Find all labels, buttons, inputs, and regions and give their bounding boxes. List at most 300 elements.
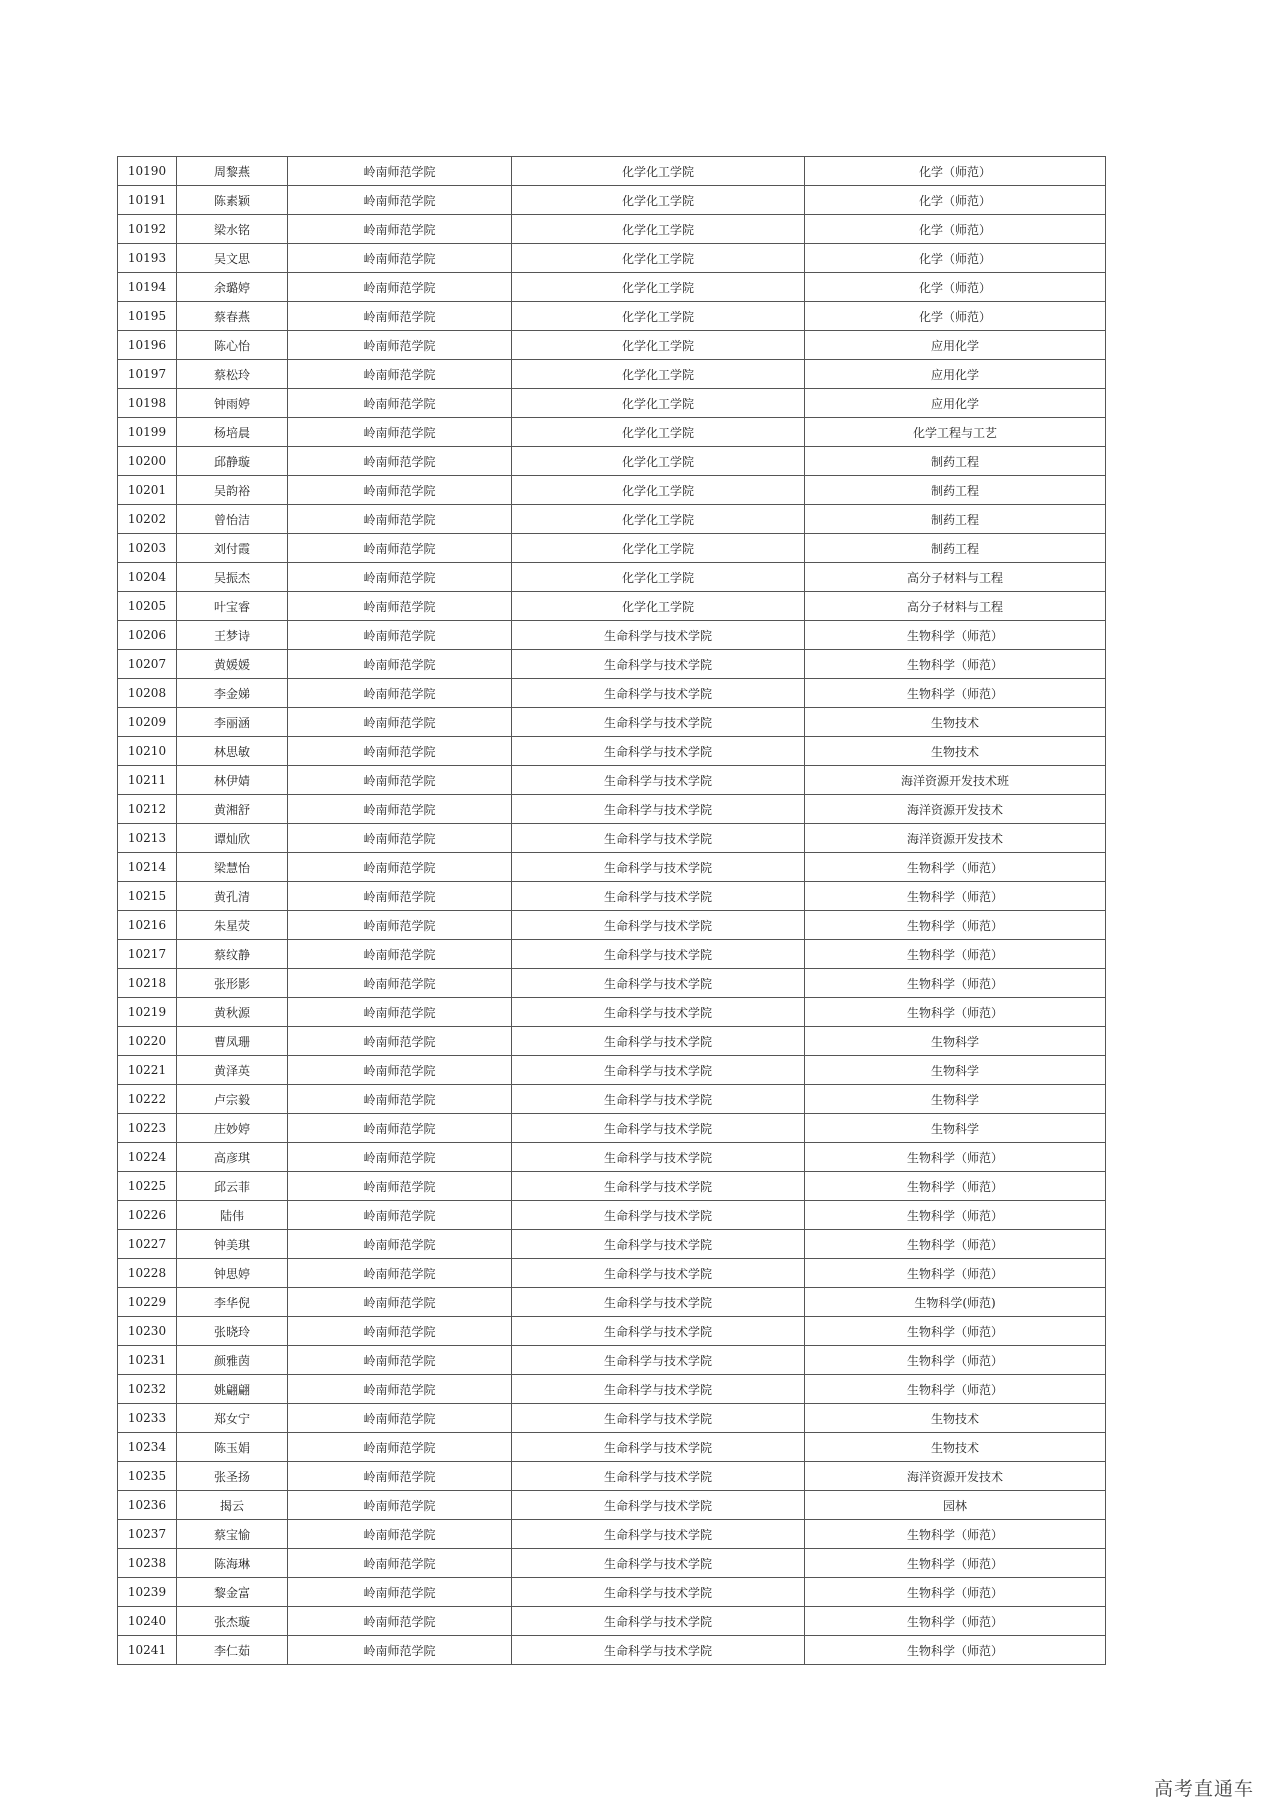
- cell-college: 生命科学与技术学院: [512, 998, 805, 1027]
- cell-id: 10197: [118, 360, 177, 389]
- cell-major: 生物科学（师范）: [805, 621, 1106, 650]
- cell-id: 10207: [118, 650, 177, 679]
- table-row: [118, 940, 1106, 969]
- table-row: [118, 273, 1106, 302]
- cell-id: 10203: [118, 534, 177, 563]
- cell-name: 蔡宝愉: [177, 1520, 288, 1549]
- cell-major: 生物科学: [805, 1027, 1106, 1056]
- cell-id: 10193: [118, 244, 177, 273]
- cell-name: 陈玉娟: [177, 1433, 288, 1462]
- cell-college: 生命科学与技术学院: [512, 1404, 805, 1433]
- cell-major: 生物科学（师范）: [805, 853, 1106, 882]
- cell-name: 杨培晨: [177, 418, 288, 447]
- table-row: [118, 215, 1106, 244]
- cell-college: 生命科学与技术学院: [512, 621, 805, 650]
- cell-id: 10228: [118, 1259, 177, 1288]
- cell-school: 岭南师范学院: [288, 969, 512, 998]
- cell-school: 岭南师范学院: [288, 1114, 512, 1143]
- cell-id: 10222: [118, 1085, 177, 1114]
- cell-school: 岭南师范学院: [288, 157, 512, 186]
- cell-major: 生物科学（师范）: [805, 1143, 1106, 1172]
- cell-id: 10190: [118, 157, 177, 186]
- table-row: [118, 1433, 1106, 1462]
- cell-college: 化学化工学院: [512, 389, 805, 418]
- table-row: [118, 186, 1106, 215]
- cell-major: 生物科学（师范）: [805, 1346, 1106, 1375]
- cell-id: 10205: [118, 592, 177, 621]
- cell-id: 10195: [118, 302, 177, 331]
- cell-id: 10211: [118, 766, 177, 795]
- cell-college: 生命科学与技术学院: [512, 882, 805, 911]
- cell-school: 岭南师范学院: [288, 1346, 512, 1375]
- cell-id: 10220: [118, 1027, 177, 1056]
- cell-school: 岭南师范学院: [288, 737, 512, 766]
- table-row: [118, 882, 1106, 911]
- cell-school: 岭南师范学院: [288, 186, 512, 215]
- table-row: [118, 563, 1106, 592]
- table-row: [118, 1404, 1106, 1433]
- cell-college: 化学化工学院: [512, 563, 805, 592]
- cell-name: 余璐婷: [177, 273, 288, 302]
- cell-id: 10234: [118, 1433, 177, 1462]
- table-row: [118, 476, 1106, 505]
- cell-name: 揭云: [177, 1491, 288, 1520]
- cell-name: 周黎燕: [177, 157, 288, 186]
- table-row: [118, 650, 1106, 679]
- cell-name: 梁慧怡: [177, 853, 288, 882]
- cell-school: 岭南师范学院: [288, 679, 512, 708]
- table-row: [118, 331, 1106, 360]
- student-list-table: [117, 156, 1106, 1665]
- cell-college: 生命科学与技术学院: [512, 1201, 805, 1230]
- cell-major: 生物科学: [805, 1085, 1106, 1114]
- cell-major: 海洋资源开发技术: [805, 1462, 1106, 1491]
- cell-id: 10204: [118, 563, 177, 592]
- cell-college: 化学化工学院: [512, 534, 805, 563]
- cell-school: 岭南师范学院: [288, 1491, 512, 1520]
- cell-college: 生命科学与技术学院: [512, 1288, 805, 1317]
- cell-name: 邱静璇: [177, 447, 288, 476]
- cell-name: 李仁茹: [177, 1636, 288, 1665]
- cell-school: 岭南师范学院: [288, 447, 512, 476]
- cell-id: 10227: [118, 1230, 177, 1259]
- cell-id: 10238: [118, 1549, 177, 1578]
- table-row: [118, 679, 1106, 708]
- table-row: [118, 1027, 1106, 1056]
- cell-major: 高分子材料与工程: [805, 592, 1106, 621]
- cell-id: 10210: [118, 737, 177, 766]
- table-row: [118, 447, 1106, 476]
- cell-major: 海洋资源开发技术: [805, 795, 1106, 824]
- cell-id: 10196: [118, 331, 177, 360]
- cell-college: 化学化工学院: [512, 186, 805, 215]
- cell-name: 朱星荧: [177, 911, 288, 940]
- cell-id: 10224: [118, 1143, 177, 1172]
- table-row: [118, 157, 1106, 186]
- table-row: [118, 1491, 1106, 1520]
- cell-school: 岭南师范学院: [288, 1027, 512, 1056]
- table-row: [118, 1549, 1106, 1578]
- cell-major: 生物科学（师范）: [805, 1317, 1106, 1346]
- cell-school: 岭南师范学院: [288, 1433, 512, 1462]
- cell-college: 生命科学与技术学院: [512, 795, 805, 824]
- cell-name: 庄妙婷: [177, 1114, 288, 1143]
- cell-college: 生命科学与技术学院: [512, 1027, 805, 1056]
- cell-name: 蔡春燕: [177, 302, 288, 331]
- table-row: [118, 389, 1106, 418]
- cell-college: 生命科学与技术学院: [512, 911, 805, 940]
- cell-id: 10198: [118, 389, 177, 418]
- cell-id: 10202: [118, 505, 177, 534]
- cell-college: 生命科学与技术学院: [512, 708, 805, 737]
- cell-major: 生物科学（师范）: [805, 940, 1106, 969]
- cell-school: 岭南师范学院: [288, 1172, 512, 1201]
- cell-name: 颜雅茵: [177, 1346, 288, 1375]
- cell-major: 生物技术: [805, 708, 1106, 737]
- cell-college: 化学化工学院: [512, 505, 805, 534]
- cell-college: 生命科学与技术学院: [512, 824, 805, 853]
- cell-school: 岭南师范学院: [288, 766, 512, 795]
- cell-name: 钟雨婷: [177, 389, 288, 418]
- cell-major: 生物科学: [805, 1056, 1106, 1085]
- cell-school: 岭南师范学院: [288, 795, 512, 824]
- cell-id: 10236: [118, 1491, 177, 1520]
- cell-school: 岭南师范学院: [288, 1085, 512, 1114]
- cell-school: 岭南师范学院: [288, 911, 512, 940]
- cell-college: 生命科学与技术学院: [512, 1114, 805, 1143]
- cell-school: 岭南师范学院: [288, 1317, 512, 1346]
- cell-id: 10208: [118, 679, 177, 708]
- table-row: [118, 998, 1106, 1027]
- table-row: [118, 1375, 1106, 1404]
- cell-major: 化学（师范）: [805, 273, 1106, 302]
- cell-major: 生物科学（师范）: [805, 969, 1106, 998]
- table-row: [118, 1230, 1106, 1259]
- cell-college: 生命科学与技术学院: [512, 1375, 805, 1404]
- cell-name: 陈素颖: [177, 186, 288, 215]
- table-row: [118, 708, 1106, 737]
- cell-id: 10240: [118, 1607, 177, 1636]
- cell-major: 海洋资源开发技术: [805, 824, 1106, 853]
- cell-id: 10225: [118, 1172, 177, 1201]
- cell-major: 高分子材料与工程: [805, 563, 1106, 592]
- cell-major: 化学工程与工艺: [805, 418, 1106, 447]
- cell-college: 化学化工学院: [512, 215, 805, 244]
- cell-name: 吴振杰: [177, 563, 288, 592]
- cell-major: 生物科学（师范）: [805, 1549, 1106, 1578]
- table-row: [118, 1056, 1106, 1085]
- cell-college: 化学化工学院: [512, 157, 805, 186]
- cell-id: 10192: [118, 215, 177, 244]
- cell-id: 10230: [118, 1317, 177, 1346]
- cell-school: 岭南师范学院: [288, 215, 512, 244]
- cell-college: 生命科学与技术学院: [512, 1056, 805, 1085]
- table-row: [118, 621, 1106, 650]
- cell-college: 生命科学与技术学院: [512, 1143, 805, 1172]
- cell-name: 黄泽英: [177, 1056, 288, 1085]
- cell-school: 岭南师范学院: [288, 244, 512, 273]
- cell-college: 生命科学与技术学院: [512, 650, 805, 679]
- cell-major: 生物技术: [805, 1404, 1106, 1433]
- cell-name: 梁水铭: [177, 215, 288, 244]
- cell-school: 岭南师范学院: [288, 273, 512, 302]
- cell-college: 生命科学与技术学院: [512, 1578, 805, 1607]
- cell-school: 岭南师范学院: [288, 998, 512, 1027]
- cell-id: 10213: [118, 824, 177, 853]
- table-row: [118, 244, 1106, 273]
- table-row: [118, 795, 1106, 824]
- cell-school: 岭南师范学院: [288, 1201, 512, 1230]
- cell-college: 化学化工学院: [512, 244, 805, 273]
- cell-school: 岭南师范学院: [288, 621, 512, 650]
- table-row: [118, 302, 1106, 331]
- table-row: [118, 505, 1106, 534]
- cell-name: 黄媛媛: [177, 650, 288, 679]
- cell-major: 生物科学（师范）: [805, 911, 1106, 940]
- cell-college: 生命科学与技术学院: [512, 1085, 805, 1114]
- cell-college: 生命科学与技术学院: [512, 1491, 805, 1520]
- cell-school: 岭南师范学院: [288, 1607, 512, 1636]
- cell-major: 生物科学（师范）: [805, 1636, 1106, 1665]
- cell-major: 化学（师范）: [805, 215, 1106, 244]
- cell-school: 岭南师范学院: [288, 1578, 512, 1607]
- cell-college: 生命科学与技术学院: [512, 1520, 805, 1549]
- cell-id: 10218: [118, 969, 177, 998]
- cell-school: 岭南师范学院: [288, 1259, 512, 1288]
- cell-school: 岭南师范学院: [288, 505, 512, 534]
- cell-college: 化学化工学院: [512, 447, 805, 476]
- cell-major: 生物科学（师范）: [805, 1230, 1106, 1259]
- cell-id: 10239: [118, 1578, 177, 1607]
- cell-school: 岭南师范学院: [288, 1462, 512, 1491]
- cell-major: 制药工程: [805, 505, 1106, 534]
- cell-major: 化学（师范）: [805, 244, 1106, 273]
- cell-college: 生命科学与技术学院: [512, 679, 805, 708]
- cell-major: 生物科学（师范）: [805, 650, 1106, 679]
- table-row: [118, 737, 1106, 766]
- cell-id: 10191: [118, 186, 177, 215]
- table-row: [118, 1114, 1106, 1143]
- cell-school: 岭南师范学院: [288, 418, 512, 447]
- cell-major: 生物科学（师范）: [805, 882, 1106, 911]
- cell-major: 生物科学（师范）: [805, 998, 1106, 1027]
- cell-id: 10233: [118, 1404, 177, 1433]
- cell-college: 化学化工学院: [512, 331, 805, 360]
- cell-major: 生物科学（师范）: [805, 679, 1106, 708]
- cell-name: 蔡纹静: [177, 940, 288, 969]
- cell-id: 10241: [118, 1636, 177, 1665]
- cell-major: 生物科学（师范）: [805, 1375, 1106, 1404]
- cell-college: 化学化工学院: [512, 360, 805, 389]
- cell-college: 化学化工学院: [512, 273, 805, 302]
- cell-name: 林伊婧: [177, 766, 288, 795]
- cell-college: 生命科学与技术学院: [512, 1259, 805, 1288]
- cell-id: 10223: [118, 1114, 177, 1143]
- cell-id: 10209: [118, 708, 177, 737]
- cell-major: 生物科学（师范）: [805, 1520, 1106, 1549]
- cell-name: 李华倪: [177, 1288, 288, 1317]
- cell-school: 岭南师范学院: [288, 389, 512, 418]
- table-row: [118, 592, 1106, 621]
- table-row: [118, 1520, 1106, 1549]
- cell-college: 生命科学与技术学院: [512, 1636, 805, 1665]
- cell-college: 化学化工学院: [512, 418, 805, 447]
- cell-major: 制药工程: [805, 476, 1106, 505]
- cell-name: 黄孔清: [177, 882, 288, 911]
- cell-major: 应用化学: [805, 360, 1106, 389]
- cell-name: 叶宝睿: [177, 592, 288, 621]
- cell-name: 郑女宁: [177, 1404, 288, 1433]
- cell-id: 10232: [118, 1375, 177, 1404]
- table-row: [118, 853, 1106, 882]
- watermark-text: 高考直通车: [1153, 1778, 1254, 1800]
- cell-major: 生物科学（师范）: [805, 1172, 1106, 1201]
- cell-id: 10212: [118, 795, 177, 824]
- cell-name: 姚翩翩: [177, 1375, 288, 1404]
- cell-name: 黄湘舒: [177, 795, 288, 824]
- cell-school: 岭南师范学院: [288, 940, 512, 969]
- cell-name: 卢宗毅: [177, 1085, 288, 1114]
- cell-id: 10237: [118, 1520, 177, 1549]
- cell-school: 岭南师范学院: [288, 1549, 512, 1578]
- cell-school: 岭南师范学院: [288, 1375, 512, 1404]
- cell-name: 邱云菲: [177, 1172, 288, 1201]
- cell-school: 岭南师范学院: [288, 360, 512, 389]
- cell-id: 10229: [118, 1288, 177, 1317]
- cell-major: 应用化学: [805, 389, 1106, 418]
- table-body: [118, 157, 1106, 1665]
- cell-major: 生物科学（师范）: [805, 1578, 1106, 1607]
- cell-school: 岭南师范学院: [288, 563, 512, 592]
- cell-name: 李丽涵: [177, 708, 288, 737]
- cell-id: 10200: [118, 447, 177, 476]
- cell-major: 生物科学（师范）: [805, 1607, 1106, 1636]
- cell-id: 10231: [118, 1346, 177, 1375]
- table-row: [118, 1462, 1106, 1491]
- cell-school: 岭南师范学院: [288, 708, 512, 737]
- cell-name: 陈海琳: [177, 1549, 288, 1578]
- cell-school: 岭南师范学院: [288, 592, 512, 621]
- table-row: [118, 824, 1106, 853]
- cell-school: 岭南师范学院: [288, 1404, 512, 1433]
- cell-college: 生命科学与技术学院: [512, 1346, 805, 1375]
- cell-major: 化学（师范）: [805, 302, 1106, 331]
- cell-major: 化学（师范）: [805, 157, 1106, 186]
- cell-college: 化学化工学院: [512, 302, 805, 331]
- cell-name: 钟思婷: [177, 1259, 288, 1288]
- cell-college: 生命科学与技术学院: [512, 940, 805, 969]
- table-row: [118, 1143, 1106, 1172]
- cell-school: 岭南师范学院: [288, 650, 512, 679]
- table-row: [118, 1346, 1106, 1375]
- table-row: [118, 534, 1106, 563]
- cell-name: 黄秋源: [177, 998, 288, 1027]
- table-row: [118, 360, 1106, 389]
- cell-college: 生命科学与技术学院: [512, 1317, 805, 1346]
- cell-major: 生物科学（师范）: [805, 1201, 1106, 1230]
- cell-major: 制药工程: [805, 534, 1106, 563]
- cell-college: 生命科学与技术学院: [512, 1549, 805, 1578]
- cell-major: 制药工程: [805, 447, 1106, 476]
- cell-major: 生物科学（师范）: [805, 1259, 1106, 1288]
- table-row: [118, 1085, 1106, 1114]
- cell-college: 生命科学与技术学院: [512, 1462, 805, 1491]
- cell-college: 生命科学与技术学院: [512, 766, 805, 795]
- cell-name: 谭灿欣: [177, 824, 288, 853]
- table-row: [118, 766, 1106, 795]
- table-row: [118, 1607, 1106, 1636]
- cell-school: 岭南师范学院: [288, 1056, 512, 1085]
- cell-college: 化学化工学院: [512, 476, 805, 505]
- cell-school: 岭南师范学院: [288, 1143, 512, 1172]
- cell-name: 张杰璇: [177, 1607, 288, 1636]
- cell-school: 岭南师范学院: [288, 534, 512, 563]
- cell-school: 岭南师范学院: [288, 1636, 512, 1665]
- cell-id: 10216: [118, 911, 177, 940]
- cell-name: 王梦诗: [177, 621, 288, 650]
- cell-name: 陈心怡: [177, 331, 288, 360]
- cell-college: 生命科学与技术学院: [512, 737, 805, 766]
- table-row: [118, 1578, 1106, 1607]
- cell-college: 生命科学与技术学院: [512, 1172, 805, 1201]
- cell-school: 岭南师范学院: [288, 1288, 512, 1317]
- cell-school: 岭南师范学院: [288, 476, 512, 505]
- cell-id: 10221: [118, 1056, 177, 1085]
- cell-name: 钟美琪: [177, 1230, 288, 1259]
- cell-major: 生物技术: [805, 1433, 1106, 1462]
- cell-name: 张晓玲: [177, 1317, 288, 1346]
- cell-major: 应用化学: [805, 331, 1106, 360]
- cell-school: 岭南师范学院: [288, 1230, 512, 1259]
- cell-major: 海洋资源开发技术班: [805, 766, 1106, 795]
- cell-id: 10215: [118, 882, 177, 911]
- table-row: [118, 911, 1106, 940]
- cell-school: 岭南师范学院: [288, 882, 512, 911]
- cell-major: 生物科学(师范): [805, 1288, 1106, 1317]
- cell-name: 陆伟: [177, 1201, 288, 1230]
- cell-id: 10235: [118, 1462, 177, 1491]
- cell-college: 化学化工学院: [512, 592, 805, 621]
- cell-name: 黎金富: [177, 1578, 288, 1607]
- cell-school: 岭南师范学院: [288, 824, 512, 853]
- cell-name: 张圣扬: [177, 1462, 288, 1491]
- cell-major: 生物技术: [805, 737, 1106, 766]
- cell-id: 10194: [118, 273, 177, 302]
- cell-college: 生命科学与技术学院: [512, 853, 805, 882]
- cell-major: 生物科学: [805, 1114, 1106, 1143]
- cell-id: 10214: [118, 853, 177, 882]
- table-row: [118, 1636, 1106, 1665]
- cell-name: 林思敏: [177, 737, 288, 766]
- table-row: [118, 1172, 1106, 1201]
- table-row: [118, 1317, 1106, 1346]
- cell-school: 岭南师范学院: [288, 853, 512, 882]
- cell-school: 岭南师范学院: [288, 331, 512, 360]
- cell-name: 蔡松玲: [177, 360, 288, 389]
- cell-name: 刘付霞: [177, 534, 288, 563]
- cell-id: 10201: [118, 476, 177, 505]
- table-row: [118, 969, 1106, 998]
- cell-id: 10226: [118, 1201, 177, 1230]
- cell-name: 吴韵裕: [177, 476, 288, 505]
- cell-name: 张形影: [177, 969, 288, 998]
- cell-name: 曾怡洁: [177, 505, 288, 534]
- table-row: [118, 1288, 1106, 1317]
- cell-college: 生命科学与技术学院: [512, 1230, 805, 1259]
- cell-name: 李金娣: [177, 679, 288, 708]
- cell-college: 生命科学与技术学院: [512, 1433, 805, 1462]
- table-row: [118, 1201, 1106, 1230]
